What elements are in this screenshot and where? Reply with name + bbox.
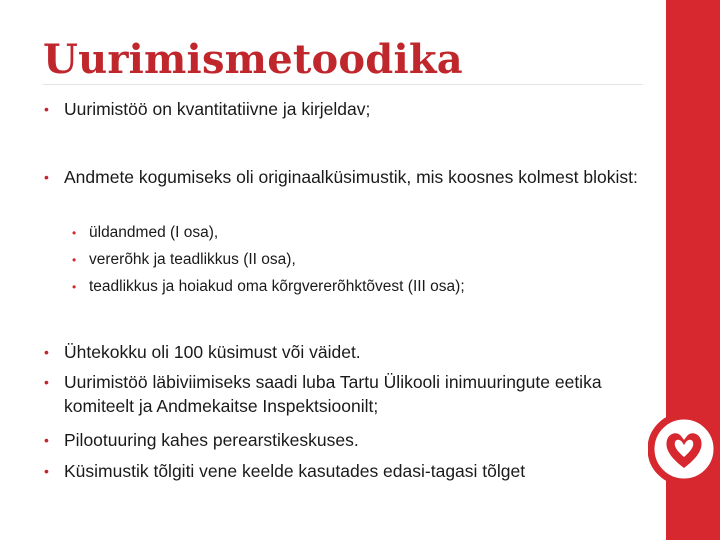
slide-title: Uurimismetoodika bbox=[43, 36, 463, 83]
sub-bullet-item bbox=[72, 276, 652, 298]
bullet-item bbox=[44, 459, 654, 483]
heart-logo-icon bbox=[648, 404, 720, 494]
bullet-text: Pilootuuring kahes perearstikeskuses. bbox=[64, 430, 359, 450]
bullet-marker: • bbox=[44, 344, 49, 360]
bullet-text: Uurimistöö on kvantitatiivne ja kirjeldav; bbox=[64, 99, 371, 119]
sub-bullet-text: üldandmed (I osa), bbox=[89, 224, 219, 241]
sub-bullet-text: vererõhk ja teadlikkus (II osa), bbox=[89, 251, 296, 268]
sub-bullet-item bbox=[72, 222, 652, 244]
bullet-marker: • bbox=[44, 432, 49, 448]
bullet-text: Uurimistöö läbiviimiseks saadi luba Tartu Ülikooli inimuuringute eetika komiteelt ja Andmekaitse Inspektsioonilt; bbox=[64, 372, 602, 416]
bullet-text: Küsimustik tõlgiti vene keelde kasutades edasi-tagasi tõlget bbox=[64, 461, 526, 481]
bullet-item bbox=[44, 370, 654, 418]
sub-bullet-marker: • bbox=[72, 226, 77, 240]
bullet-marker: • bbox=[44, 169, 49, 185]
bullet-item bbox=[44, 428, 654, 452]
sub-bullet-text: teadlikkus ja hoiakud oma kõrgvererõhktõvest (III osa); bbox=[89, 278, 465, 295]
sub-bullet-marker: • bbox=[72, 253, 77, 267]
bullet-marker: • bbox=[44, 463, 49, 479]
sub-bullet-marker: • bbox=[72, 280, 77, 294]
bullet-marker: • bbox=[44, 101, 49, 117]
bullet-item bbox=[44, 340, 654, 364]
bullet-text: Andmete kogumiseks oli originaalküsimustik, mis koosnes kolmest blokist: bbox=[64, 167, 638, 187]
bullet-marker: • bbox=[44, 374, 49, 390]
sub-bullet-item bbox=[72, 249, 652, 271]
title-divider bbox=[43, 84, 643, 85]
bullet-item bbox=[44, 97, 654, 121]
bullet-item bbox=[44, 165, 654, 189]
bullet-text: Ühtekokku oli 100 küsimust või väidet. bbox=[64, 342, 361, 362]
